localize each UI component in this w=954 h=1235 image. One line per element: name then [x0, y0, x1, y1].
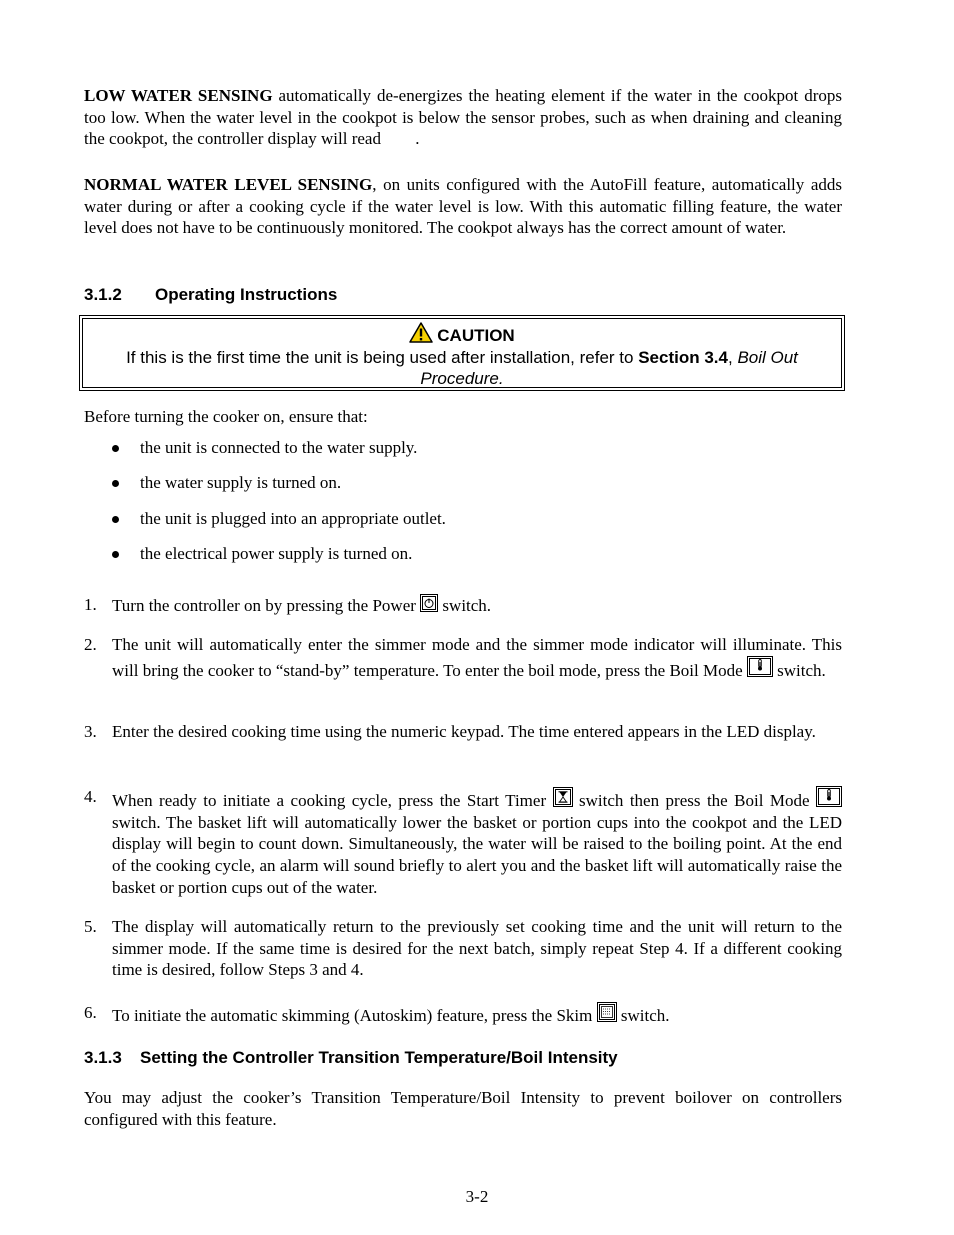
low-water-paragraph: LOW WATER SENSING automatically de-energizes the heating element if the water in the cookpot drops too low. When the water level in the cookpot is below the sensor probes, such as when draining and cleaning the cookpot, the controller display will read .: [84, 86, 842, 149]
low-water-text: automatically de-energizes the heating element if the water in the cookpot drops too low. When the water level in the cookpot is below the sensor probes, such as when draining and cleaning the cookpot, the controller display will read: [84, 86, 842, 149]
step-2: 2. The unit will automatically enter the simmer mode and the simmer mode indicator will illuminate. This will bring the cooker to “stand-by” temperature. To enter the boil mode, press the Boil Mode switch.: [84, 635, 842, 680]
section-title: Operating Instructions: [155, 285, 338, 304]
section-reference: Section 3.4: [638, 347, 728, 367]
section-number: 3.1.2: [84, 285, 122, 304]
checklist: [112, 437, 842, 578]
step-5: 5. The display will automatically return to the previously set cooking time and the unit will return to the simmer mode. If the same time is desired for the next batch, simply repeat Step 4. If a different cooking time is desired, follow Steps 3 and 4.: [84, 917, 842, 980]
step-1: 1. Turn the controller on by pressing the Power switch.: [84, 595, 492, 615]
list-item: the water supply is turned on.: [112, 472, 842, 507]
thermometer-icon: [816, 786, 842, 807]
list-item: the unit is plugged into an appropriate outlet.: [112, 508, 842, 543]
before-text: Before turning the cooker on, ensure that:: [84, 407, 368, 426]
thermometer-icon: [747, 656, 773, 677]
caution-box: [79, 315, 845, 391]
caution-title: CAUTION: [437, 326, 515, 345]
warning-triangle-icon: [409, 322, 433, 343]
hourglass-icon: [553, 787, 573, 807]
list-item: the electrical power supply is turned on.: [112, 543, 842, 578]
final-paragraph: You may adjust the cooker’s Transition Temperature/Boil Intensity to prevent boilover on controllers configured with this feature.: [84, 1088, 842, 1129]
normal-water-paragraph: [84, 174, 842, 239]
low-water-lead: LOW WATER SENSING: [84, 86, 273, 105]
normal-water-text: , on units configured with the AutoFill feature, automatically adds water during or after a cooking cycle if the water level is low. With this automatic filling feature, the water level does not have to be continuously monitored. The cookpot always has the correct amount of water.: [84, 175, 842, 238]
section-number: 3.1.3: [84, 1048, 122, 1067]
step-4: 4. When ready to initiate a cooking cycle, press the Start Timer switch then press the Boil Mode switch. The basket lift will automatically lower the basket or portion cups into the cookpot and the LED display will begin to count down. Simultaneously, the water will be raised to the boiling point. At the end of the cooking cycle, an alarm will sound briefly to alert you and the basket lift will automatically raise the basket or portion cups out of the water.: [84, 787, 842, 897]
skim-icon: [597, 1002, 617, 1022]
section-heading-3-1-2: [84, 284, 337, 305]
caution-title-row: [83, 322, 841, 347]
power-icon: [420, 594, 438, 612]
caution-text: If this is the first time the unit is being used after installation, refer to Section 3.4, Boil Out Procedure.: [126, 347, 798, 388]
page-number: 3-2: [465, 1187, 489, 1206]
normal-water-lead: NORMAL WATER LEVEL SENSING: [84, 175, 373, 194]
boil-out-procedure-ref: Boil Out Procedure.: [420, 347, 798, 388]
section-title: Setting the Controller Transition Temperature/Boil Intensity: [140, 1048, 618, 1067]
section-heading-3-1-3: [84, 1047, 618, 1068]
list-item: the unit is connected to the water supply.: [112, 437, 842, 472]
step-3: 3. Enter the desired cooking time using the numeric keypad. The time entered appears in the LED display.: [84, 722, 816, 741]
step-6: 6. To initiate the automatic skimming (Autoskim) feature, press the Skim switch.: [84, 1003, 670, 1025]
